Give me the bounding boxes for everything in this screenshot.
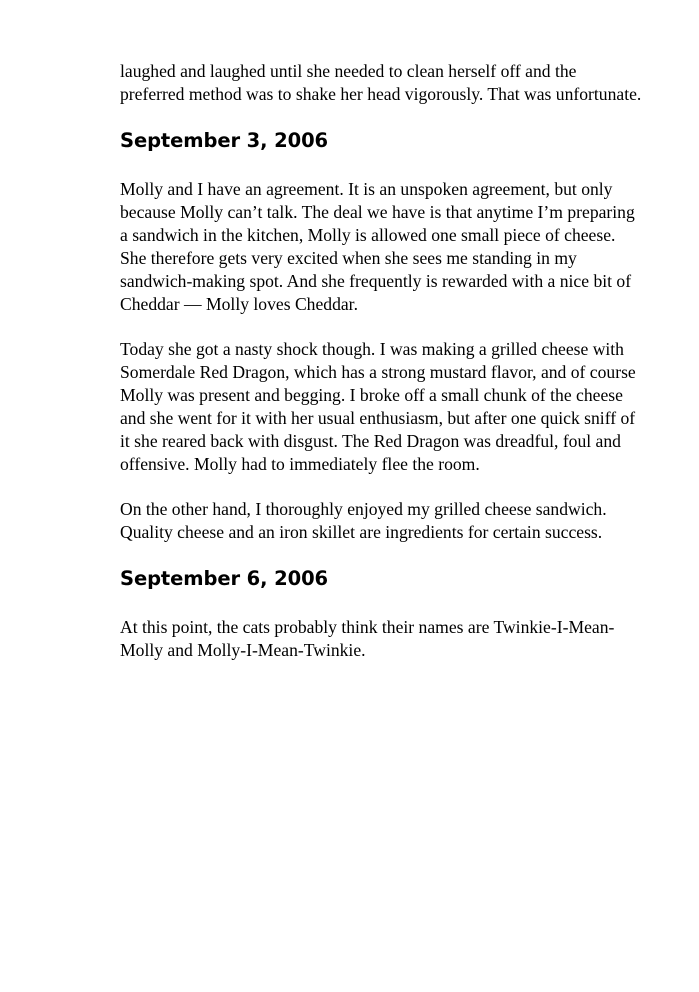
- paragraph-grilled-cheese: On the other hand, I thoroughly enjoyed my grilled cheese sandwich. Quality cheese and an iron skillet are ingredients for certain success.: [120, 499, 607, 542]
- paragraph-agreement: Molly and I have an agreement. It is an unspoken agreement, but only because Molly can’t talk. The deal we have is that anytime I’m preparing a sandwich in the kitchen, Molly is allowed one small piece of cheese. She therefore gets very excited when she sees me standing in my sandwich-making spot. And she frequently is rewarded with a nice bit of Cheddar — Molly loves Cheddar.: [120, 179, 635, 314]
- entry-date-heading: September 6, 2006: [120, 567, 329, 590]
- paragraph-continuation: laughed and laughed until she needed to clean herself off and the preferred method was to shake her head vigorously. That was unfortunate.: [120, 61, 642, 104]
- paragraph-cat-names: At this point, the cats probably think their names are Twinkie-I-Mean-Molly and Molly-I-Mean-Twinkie.: [120, 617, 615, 660]
- paragraph-red-dragon: Today she got a nasty shock though. I was making a grilled cheese with Somerdale Red Dragon, which has a strong mustard flavor, and of course Molly was present and begging. I broke off a small chunk of the cheese and she went for it with her usual enthusiasm, but after one quick sniff of it she reared back with disgust. The Red Dragon was dreadful, foul and offensive. Molly had to immediately flee the room.: [120, 339, 636, 474]
- document-page: [120, 60, 645, 684]
- entry-date-heading: September 3, 2006: [120, 129, 329, 152]
